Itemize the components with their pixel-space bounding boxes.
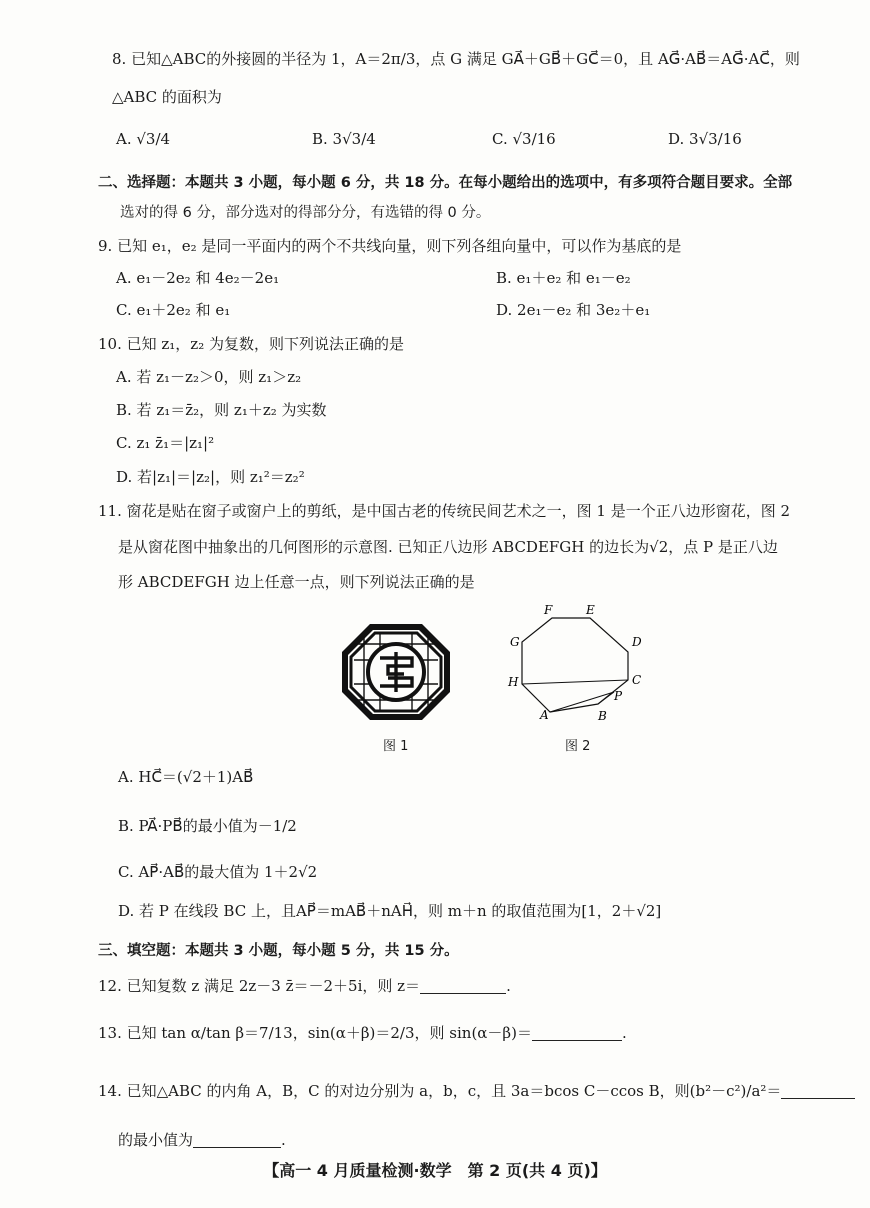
q11-option-c: C. AP⃗·AB⃗的最大值为 1＋2√2 — [118, 863, 318, 881]
q12-end: . — [506, 977, 511, 995]
q11-stem-line3: 形 ABCDEFGH 边上任意一点，则下列说法正确的是 — [118, 573, 475, 591]
vertex-label-g: G — [510, 635, 520, 649]
vertex-label-h: H — [508, 675, 519, 689]
q8-option-d: D. 3√3/16 — [668, 130, 742, 148]
q12-stem: 12. 已知复数 z 满足 2z－3 z̄＝－2＋5i，则 z＝ — [98, 977, 421, 995]
q9-option-a: A. e₁－2e₂ 和 4e₂－2e₁ — [116, 269, 280, 287]
vertex-label-a: A — [540, 708, 549, 722]
q14-line2 — [118, 1129, 286, 1151]
vertex-label-d: D — [632, 635, 642, 649]
vertex-label-e: E — [586, 603, 595, 617]
q8-stem-line1: 8. 已知△ABC的外接圆的半径为 1，A＝2π/3，点 G 满足 GA⃗＋GB⃗＋GC⃗＝0，且 AG⃗·AB⃗＝AG⃗·AC⃗，则 — [112, 50, 800, 68]
page-footer: 【高一 4 月质量检测·数学 第 2 页(共 4 页)】 — [263, 1161, 607, 1180]
q14-answer-blank-1[interactable] — [781, 1082, 855, 1099]
q10-option-d: D. 若|z₁|＝|z₂|，则 z₁²＝z₂² — [116, 468, 305, 486]
figure1-window-flower — [340, 622, 452, 722]
q13-end: . — [621, 1024, 627, 1042]
vertex-label-c: C — [632, 673, 642, 687]
q9-option-b: B. e₁＋e₂ 和 e₁－e₂ — [496, 269, 631, 287]
q11-option-d: D. 若 P 在线段 BC 上，且AP⃗＝mAB⃗＋nAH⃗，则 m＋n 的取值范围为[1，2＋√2] — [118, 902, 662, 920]
q14-line1 — [98, 1080, 855, 1102]
section2-heading-line2: 选对的得 6 分，部分选对的得部分分，有选错的得 0 分。 — [120, 205, 491, 221]
q14-answer-blank-2[interactable] — [193, 1131, 281, 1148]
q14-min-label: 的最小值为 — [118, 1131, 194, 1149]
vertex-label-f: F — [544, 603, 553, 617]
section2-heading-line1: 二、选择题：本题共 3 小题，每小题 6 分，共 18 分。在每小题给出的选项中，有多项符合题目要求。全部 — [98, 175, 793, 191]
q11-stem-line1: 11. 窗花是贴在窗子或窗户上的剪纸，是中国古老的传统民间艺术之一，图 1 是一个正八边形窗花，图 2 — [98, 502, 791, 520]
q11-stem-line2: 是从窗花图中抽象出的几何图形的示意图. 已知正八边形 ABCDEFGH 的边长为√2，点 P 是正八边 — [118, 538, 778, 556]
q8-option-b: B. 3√3/4 — [312, 130, 376, 148]
vertex-label-p: P — [614, 689, 623, 703]
q14-end: . — [281, 1131, 286, 1149]
q11-option-b: B. PA⃗·PB⃗的最小值为－1/2 — [118, 817, 297, 835]
section3-heading: 三、填空题：本题共 3 小题，每小题 5 分，共 15 分。 — [98, 943, 459, 959]
q13-line — [98, 1022, 627, 1044]
q10-stem: 10. 已知 z₁，z₂ 为复数，则下列说法正确的是 — [98, 335, 404, 353]
q8-stem-line2: △ABC 的面积为 — [112, 88, 222, 106]
q12-line — [98, 975, 511, 997]
q10-option-c: C. z₁ z̄₁＝|z₁|² — [116, 434, 215, 452]
q12-answer-blank[interactable] — [420, 977, 506, 994]
q13-answer-blank[interactable] — [532, 1024, 622, 1041]
figure1-caption: 图 1 — [383, 739, 409, 754]
q11-option-a: A. HC⃗＝(√2＋1)AB⃗ — [118, 768, 254, 786]
q10-option-b: B. 若 z₁＝z̄₂，则 z₁＋z₂ 为实数 — [116, 401, 327, 419]
figure2-octagon-diagram — [500, 600, 650, 722]
vertex-label-b: B — [598, 709, 607, 722]
q10-option-a: A. 若 z₁－z₂＞0，则 z₁＞z₂ — [116, 368, 302, 386]
q14-stem: 14. 已知△ABC 的内角 A，B，C 的对边分别为 a，b，c，且 3a＝bcos C－ccos B，则(b²－c²)/a²＝ — [98, 1082, 782, 1100]
q9-option-d: D. 2e₁－e₂ 和 3e₂＋e₁ — [496, 301, 651, 319]
figure2-caption: 图 2 — [565, 739, 591, 754]
q9-stem: 9. 已知 e₁，e₂ 是同一平面内的两个不共线向量，则下列各组向量中，可以作为基底的是 — [98, 237, 682, 255]
q8-option-a: A. √3/4 — [116, 130, 171, 148]
q8-option-c: C. √3/16 — [492, 130, 556, 148]
q9-option-c: C. e₁＋2e₂ 和 e₁ — [116, 301, 231, 319]
q13-stem: 13. 已知 tan α/tan β＝7/13，sin(α＋β)＝2/3，则 sin(α－β)＝ — [98, 1024, 532, 1042]
